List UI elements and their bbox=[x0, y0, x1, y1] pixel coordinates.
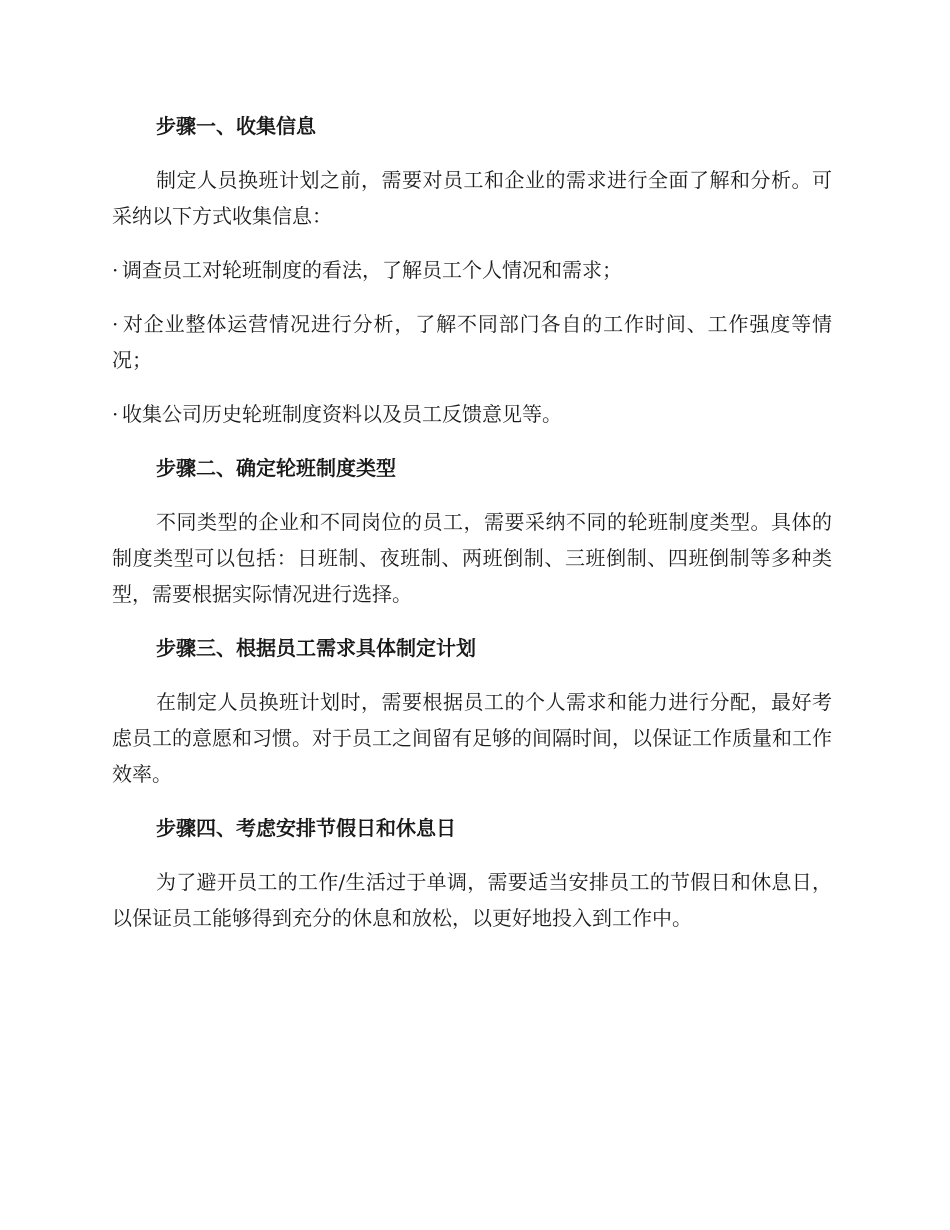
bullet-dot: · bbox=[112, 402, 119, 426]
section-4-paragraph: 为了避开员工的工作/生活过于单调，需要适当安排员工的节假日和休息日，以保证员工能够得到充分的休息和放松，以更好地投入到工作中。 bbox=[112, 870, 832, 930]
bullet-text: 收集公司历史轮班制度资料以及员工反馈意见等。 bbox=[122, 402, 562, 426]
section-2-heading: 步骤二、确定轮班制度类型 bbox=[156, 456, 396, 480]
section-1-bullet-3 bbox=[112, 396, 832, 432]
section-3-paragraph: 在制定人员换班计划时，需要根据员工的个人需求和能力进行分配，最好考虑员工的意愿和习惯。对于员工之间留有足够的间隔时间，以保证工作质量和工作效率。 bbox=[112, 690, 832, 786]
section-1-heading: 步骤一、收集信息 bbox=[156, 114, 316, 138]
section-1-bullet-2 bbox=[112, 306, 832, 378]
section-4-heading: 步骤四、考虑安排节假日和休息日 bbox=[156, 816, 456, 840]
section-1-bullet-1 bbox=[112, 252, 832, 288]
bullet-text: 调查员工对轮班制度的看法，了解员工个人情况和需求； bbox=[122, 258, 622, 282]
section-1-paragraph: 制定人员换班计划之前，需要对员工和企业的需求进行全面了解和分析。可采纳以下方式收集信息： bbox=[112, 168, 832, 228]
document-page bbox=[112, 108, 832, 954]
section-2-paragraph: 不同类型的企业和不同岗位的员工，需要采纳不同的轮班制度类型。具体的制度类型可以包括：日班制、夜班制、两班倒制、三班倒制、四班倒制等多种类型，需要根据实际情况进行选择。 bbox=[112, 510, 832, 606]
bullet-dot: · bbox=[112, 312, 119, 336]
bullet-text: 对企业整体运营情况进行分析，了解不同部门各自的工作时间、工作强度等情况； bbox=[112, 312, 832, 372]
bullet-dot: · bbox=[112, 258, 119, 282]
section-3-heading: 步骤三、根据员工需求具体制定计划 bbox=[156, 636, 476, 660]
